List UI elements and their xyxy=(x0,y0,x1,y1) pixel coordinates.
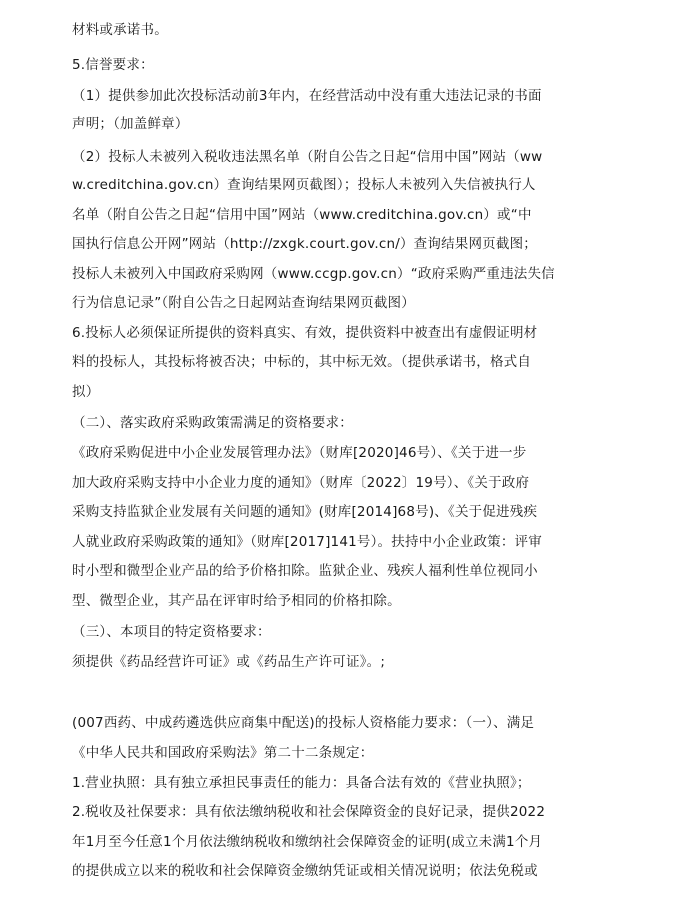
text-line: 行为信息记录”（附自公告之日起网站查询结果网页截图） xyxy=(72,295,415,311)
text-line: 国执行信息公开网”网站（http://zxgk.court.gov.cn/）查询结果网页截图； xyxy=(72,236,537,252)
text-line: 声明；（加盖鲜章） xyxy=(72,116,189,132)
text-line: 年1月至今任意1个月依法缴纳税收和缴纳社会保障资金的证明(成立未满1个月 xyxy=(72,834,543,850)
text-line: 人就业政府采购政策的通知》（财库[2017]141号）。扶持中小企业政策：评审 xyxy=(72,534,542,550)
text-line: 1.营业执照：具有独立承担民事责任的能力：具备合法有效的《营业执照》； xyxy=(72,775,531,791)
text-line: 5.信誉要求： xyxy=(72,57,154,73)
text-line: 《中华人民共和国政府采购法》第二十二条规定： xyxy=(72,745,374,761)
text-line: 《政府采购促进中小企业发展管理办法》（财库[2020]46号）、《关于进一步 xyxy=(72,445,527,461)
text-line: 拟） xyxy=(72,384,100,400)
text-line: w.creditchina.gov.cn）查询结果网页截图）；投标人未被列入失信被执行人 xyxy=(72,177,536,193)
text-line: 的提供成立以来的税收和社会保障资金缴纳凭证或相关情况说明；依法免税或 xyxy=(72,863,538,879)
text-line: 须提供《药品经营许可证》或《药品生产许可证》。; xyxy=(72,654,386,670)
text-line: 2.税收及社保要求：具有依法缴纳税收和社会保障资金的良好记录，提供2022 xyxy=(72,804,546,820)
text-line: (007西药、中成药遴选供应商集中配送)的投标人资格能力要求：（一）、满足 xyxy=(72,715,535,731)
text-line: 投标人未被列入中国政府采购网（www.ccgp.gov.cn）“政府采购严重违法失信 xyxy=(72,266,555,282)
text-line: 采购支持监狱企业发展有关问题的通知》(财库[2014]68号)、《关于促进残疾 xyxy=(72,504,538,520)
text-line: 材料或承诺书。 xyxy=(72,22,168,38)
text-line: 料的投标人，其投标将被否决；中标的，其中标无效。（提供承诺书，格式自 xyxy=(72,354,532,370)
text-line: 型、微型企业，其产品在评审时给予相同的价格扣除。 xyxy=(72,593,401,609)
section-heading: （二）、落实政府采购政策需满足的资格要求： xyxy=(72,415,353,431)
text-line: 名单（附自公告之日起“信用中国”网站（www.creditchina.gov.cn）或“中 xyxy=(72,207,532,223)
text-line: 时小型和微型企业产品的给予价格扣除。监狱企业、残疾人福利性单位视同小 xyxy=(72,563,538,579)
text-line: 6.投标人必须保证所提供的资料真实、有效，提供资料中被查出有虚假证明材 xyxy=(72,325,538,341)
section-heading: （三）、本项目的特定资格要求： xyxy=(72,624,271,640)
text-line: （1）提供参加此次投标活动前3年内，在经营活动中没有重大违法记录的书面 xyxy=(72,88,542,104)
text-line: 加大政府采购支持中小企业力度的通知》（财库〔2022〕19号）、《关于政府 xyxy=(72,475,530,491)
text-line: （2）投标人未被列入税收违法黑名单（附自公告之日起“信用中国”网站（ww xyxy=(72,149,543,165)
